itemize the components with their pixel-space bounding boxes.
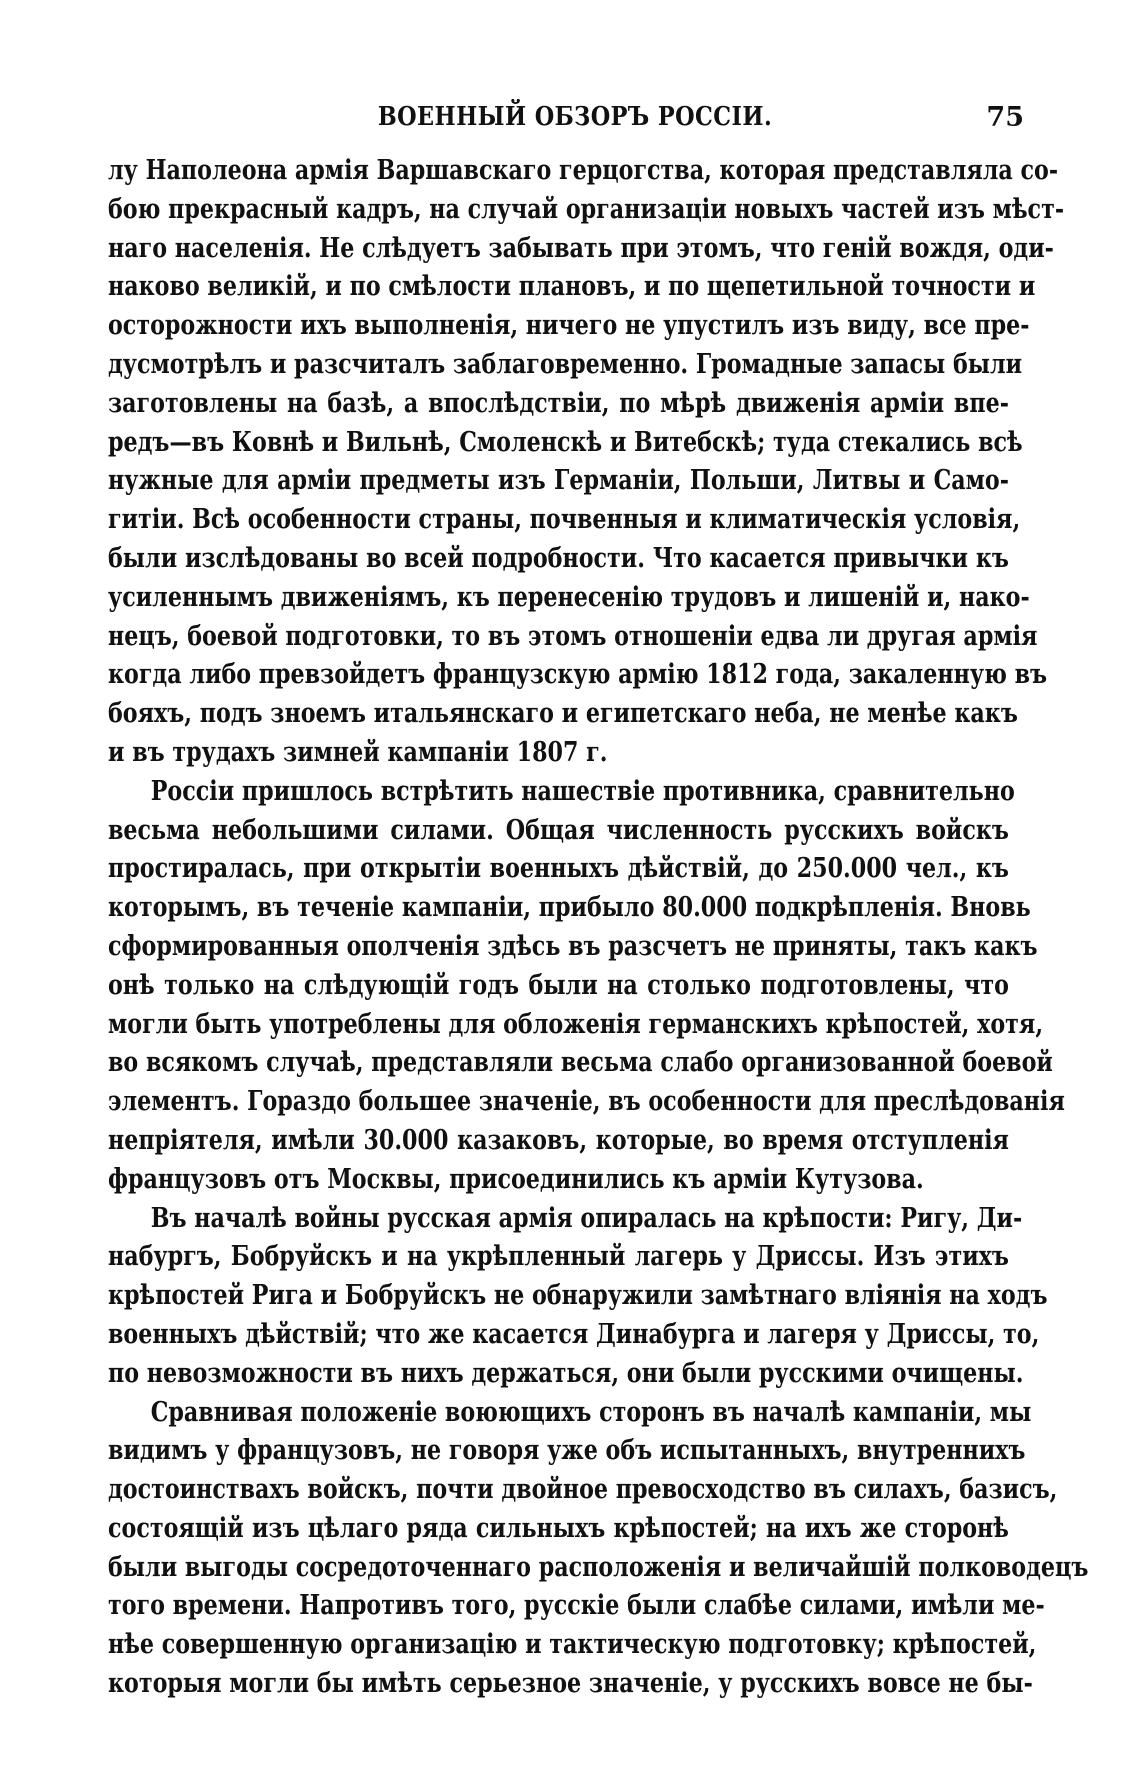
text-line: во всякомъ случаѣ, представляли весьма слабо организованной боевой — [108, 1047, 1053, 1079]
text-line: наково великій, и по смѣлости плановъ, и по щепетильной точности и — [108, 271, 1036, 303]
paragraph — [108, 152, 1065, 773]
text-line: заготовлены на базѣ, а впослѣдствіи, по мѣрѣ движенія арміи впе- — [108, 387, 1009, 419]
text-line: которыя могли бы имѣть серьезное значеніе, у русскихъ вовсе не бы- — [108, 1668, 1033, 1700]
text-line: набургъ, Бобруйскъ и на укрѣпленный лагерь у Дриссы. Изъ этихъ — [108, 1241, 1009, 1273]
text-line: редъ—въ Ковнѣ и Вильнѣ, Смоленскѣ и Витебскѣ; туда стекались всѣ — [108, 426, 1023, 458]
text-line: были изслѣдованы во всей подробности. Что касается привычки къ — [108, 542, 1009, 574]
text-line: крѣпостей Рига и Бобруйскъ не обнаружили замѣтнаго вліянія на ходъ — [108, 1280, 1048, 1312]
text-line: сформированныя ополченія здѣсь въ разсчетъ не приняты, такъ какъ — [108, 930, 1038, 962]
text-line: были выгоды сосредоточеннаго расположенія и величайшій полководецъ — [108, 1551, 1089, 1583]
text-line: могли быть употреблены для обложенія германскихъ крѣпостей, хотя, — [108, 1008, 1044, 1040]
text-line: того времени. Напротивъ того, русскіе были слабѣе силами, имѣли ме- — [108, 1590, 1045, 1622]
text-line: видимъ у французовъ, не говоря уже объ испытанныхъ, внутреннихъ — [108, 1435, 1026, 1467]
text-line: Въ началѣ войны русская армія опиралась на крѣпости: Ригу, Ди- — [150, 1202, 1023, 1234]
text-line: бою прекрасный кадръ, на случай организаціи новыхъ частей изъ мѣст- — [108, 193, 1065, 225]
text-line: простиралась, при открытіи военныхъ дѣйствій, до 250.000 чел., къ — [108, 853, 1009, 885]
text-line: усиленнымъ движеніямъ, къ перенесенію трудовъ и лишеній и, нако- — [108, 581, 1030, 613]
text-line: Сравнивая положеніе воюющихъ сторонъ въ началѣ кампаніи, мы — [150, 1396, 1032, 1428]
text-line: французовъ отъ Москвы, присоединились къ арміи Кутузова. — [108, 1163, 924, 1195]
paragraph — [108, 1200, 1048, 1394]
text-line: элементъ. Гораздо большее значеніе, въ особенности для преслѣдованія — [108, 1086, 1065, 1118]
page-number: 75 — [986, 102, 1024, 133]
text-line: наго населенія. Не слѣдуетъ забывать при этомъ, что геній вождя, оди- — [108, 232, 1054, 264]
body-text — [108, 152, 1089, 1704]
text-line: лу Наполеона армія Варшавскаго герцогства, которая представляла со- — [108, 155, 1059, 186]
text-line: дусмотрѣлъ и разсчиталъ заблаговременно. Громадные запасы были — [108, 348, 1023, 380]
text-line: нецъ, боевой подготовки, то въ этомъ отношеніи едва ли другая армія — [108, 620, 1038, 652]
text-line: когда либо превзойдетъ французскую армію 1812 года, закаленную въ — [108, 659, 1048, 691]
text-line: достоинствахъ войскъ, почти двойное превосходство въ силахъ, базисъ, — [108, 1474, 1058, 1506]
text-line: которымъ, въ теченіе кампаніи, прибыло 80.000 подкрѣпленія. Вновь — [108, 892, 1031, 924]
text-line: Россіи пришлось встрѣтить нашествіе противника, сравнительно — [150, 775, 1015, 807]
paragraph — [108, 773, 1065, 1200]
text-line: гитіи. Всѣ особенности страны, почвенныя и климатическія условія, — [108, 504, 1021, 536]
text-line: нужные для арміи предметы изъ Германіи, Польши, Литвы и Само- — [108, 465, 1009, 497]
paragraph — [108, 1394, 1089, 1704]
text-line: и въ трудахъ зимней кампаніи 1807 г. — [108, 736, 608, 768]
text-line: онѣ только на слѣдующій годъ были на столько подготовлены, что — [108, 969, 1009, 1001]
running-head — [120, 102, 1030, 142]
text-line: осторожности ихъ выполненія, ничего не упустилъ изъ виду, все пре- — [108, 310, 1030, 342]
running-title: ВОЕННЫЙ ОБЗОРЪ РОССІИ. — [377, 102, 773, 132]
text-line: военныхъ дѣйствій; что же касается Динабурга и лагеря у Дриссы, то, — [108, 1318, 1040, 1350]
text-line: по невозможности въ нихъ держаться, они были русскими очищены. — [108, 1357, 1024, 1389]
text-line: состоящій изъ цѣлаго ряда сильныхъ крѣпостей; на ихъ же сторонѣ — [108, 1512, 1009, 1544]
text-line: непріятеля, имѣли 30.000 казаковъ, которые, во время отступленія — [108, 1124, 1009, 1156]
text-line: бояхъ, подъ зноемъ итальянскаго и египетскаго неба, не менѣе какъ — [108, 698, 1018, 730]
text-line: весьма небольшими силами. Общая численность русскихъ войскъ — [108, 814, 1009, 846]
text-line: нѣе совершенную организацію и тактическую подготовку; крѣпостей, — [108, 1629, 1037, 1661]
